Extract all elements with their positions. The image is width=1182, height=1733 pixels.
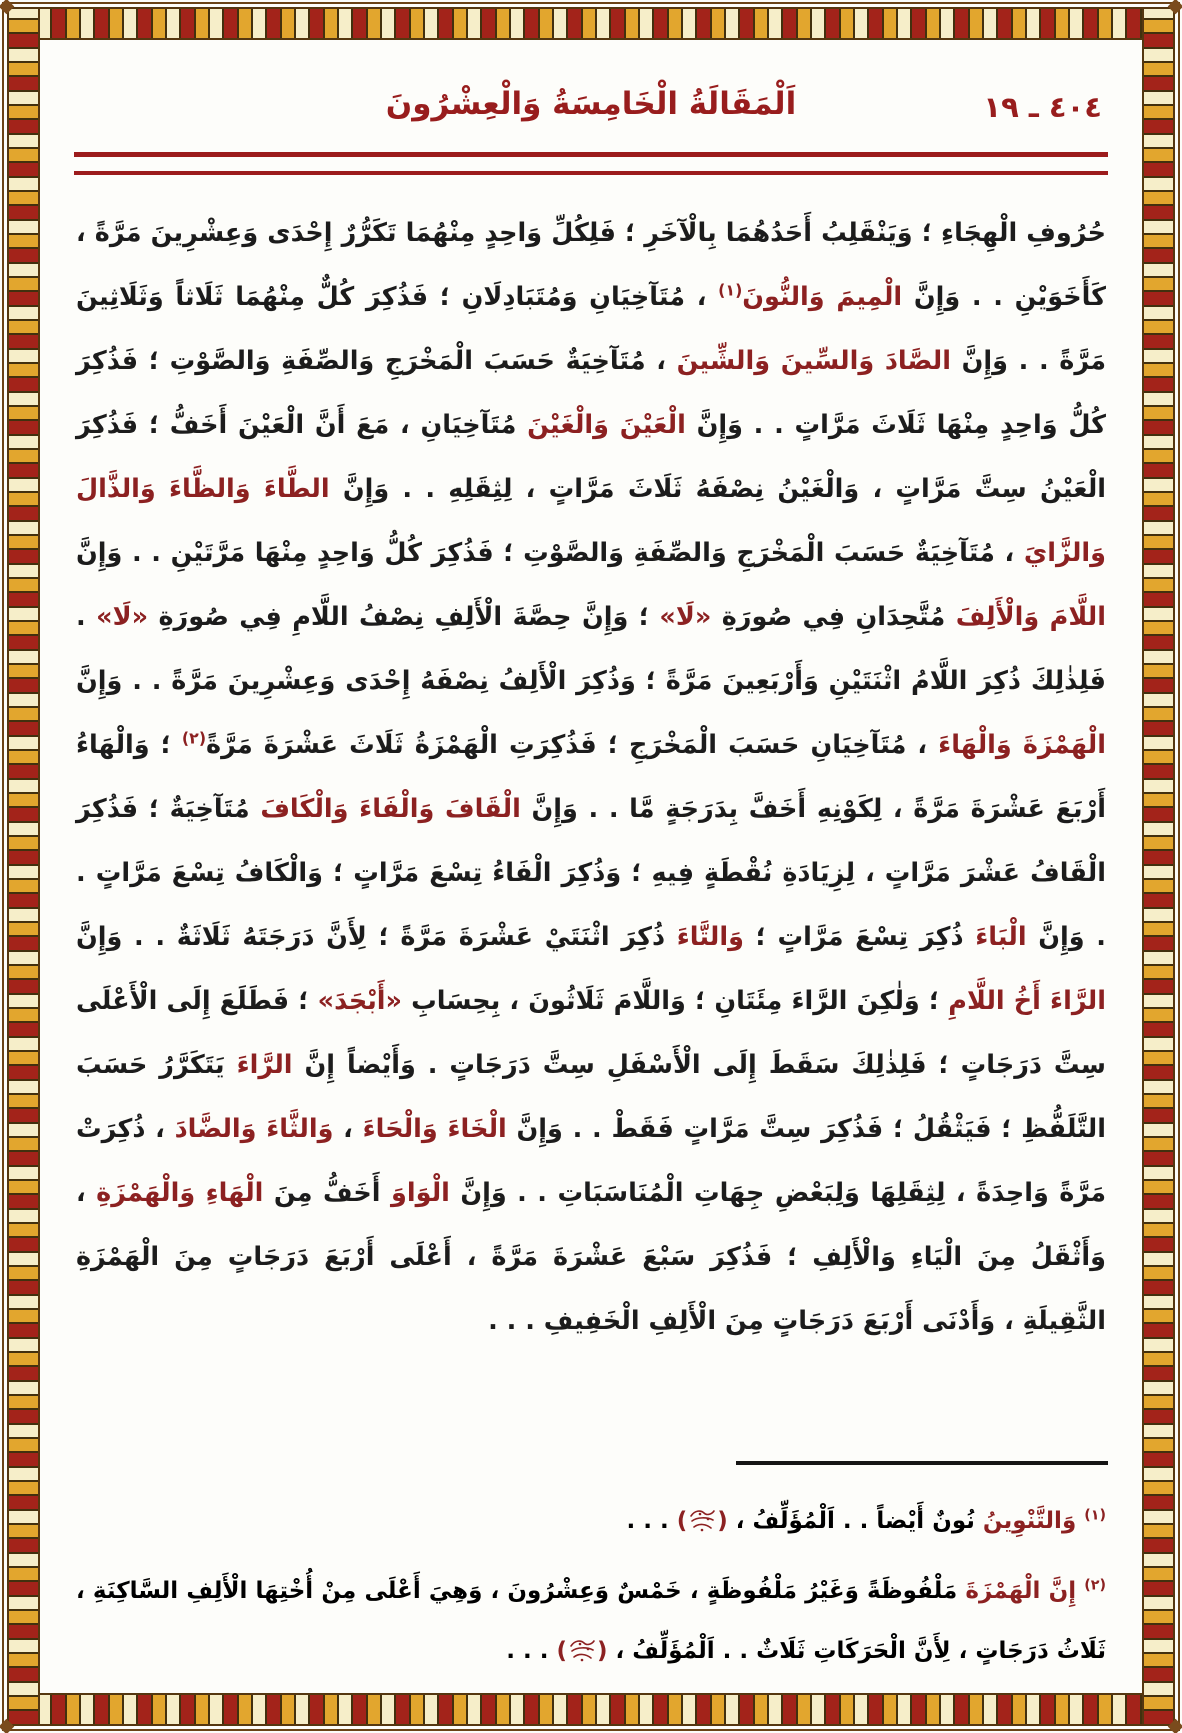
highlighted-term: الْبَاءَ bbox=[975, 922, 1027, 952]
text-segment: مُتَآخِيَانِ ، مَعَ أَنَّ الْعَيْنَ أَخَفُّ ؛ فَذُكِرَ الْعَيْنُ سِتَّ مَرَّاتٍ ، وَالْغَيْنُ نِصْفَهُ ثَلَاثَ مَرَّاتٍ ، لِثِقَلِهِ . . وَإِنَّ bbox=[76, 410, 1107, 504]
text-segment: . فَلِذٰلِكَ ذُكِرَ اللَّامُ اثْنَتَيْنِ وَأَرْبَعِينَ مَرَّةً ؛ وَذُكِرَ الْأَلِفُ نِصْفَهُ إِحْدَى وَعِشْرِينَ مَرَّةً . . وَإِنَّ bbox=[76, 602, 1106, 696]
footnote-1 bbox=[76, 1491, 1106, 1551]
highlighted-term: الْهَاءِ وَالْهَمْزَةِ bbox=[96, 1178, 264, 1208]
text-segment: ؛ فَطَلَعَ إِلَى الْأَعْلَى سِتَّ دَرَجَاتٍ ؛ فَلِذٰلِكَ سَقَطَ إِلَى الْأَسْفَلِ سِتَّ دَرَجَاتٍ . وَأَيْضاً إِنَّ bbox=[76, 986, 1107, 1080]
page-content bbox=[74, 58, 1108, 1687]
highlighted-term: الْهَمْزَةَ وَالْهَاءَ bbox=[938, 730, 1106, 760]
text-segment: ؛ وَلٰكِنَ الرَّاءَ مِئَتَانِ ؛ وَاللَّامَ ثَلَاثُونَ ، بِحِسَابِ bbox=[402, 986, 949, 1016]
text-segment: . . . bbox=[626, 1508, 677, 1534]
highlighted-term: الرَّاءَ bbox=[236, 1050, 293, 1080]
text-segment: ، مُتَآخِيَانِ وَمُتَبَادِلَانِ ؛ فَذُكِرَ كُلٌّ مِنْهُمَا ثَلَاثاً وَثَلَاثِينَ مَرَّةً . . وَإِنَّ bbox=[76, 282, 1106, 376]
text-segment: ؛ وَالْهَاءُ أَرْبَعَ عَشْرَةَ مَرَّةً ، لِكَوْنِهِ أَخَفَّ بِدَرَجَةٍ مَّا . . وَإِنَّ bbox=[76, 730, 1106, 824]
text-segment: مُتَّحِدَانِ فِي صُورَةِ bbox=[711, 602, 956, 632]
text-segment: ، ذُكِرَتْ مَرَّةً وَاحِدَةً ، لِثِقَلِهَا وَلِبَعْضِ جِهَاتِ الْمُنَاسَبَاتِ . . وَإِنَّ bbox=[76, 1114, 1106, 1208]
text-segment: حُرُوفِ الْهِجَاءِ ؛ وَيَنْقَلِبُ أَحَدُهُمَا بِالْآخَرِ ؛ فَلِكُلِّ وَاحِدٍ مِنْهُمَا تَكَرُّرٌ إِحْدَى وَعِشْرِينَ مَرَّةً ، كَأَخَوَيْنِ . . وَإِنَّ bbox=[76, 218, 1106, 312]
highlighted-term: وَالتَّاءَ bbox=[676, 922, 744, 952]
main-text-paragraph bbox=[76, 201, 1106, 1353]
highlighted-term: الْخَاءَ وَالْحَاءَ bbox=[362, 1114, 507, 1144]
ornamental-border-left bbox=[7, 7, 40, 1726]
ornamental-border-bottom bbox=[7, 1693, 1175, 1726]
text-segment: ؛ وَإِنَّ حِصَّةَ الْأَلِفِ نِصْفُ اللَّامِ فِي صُورَةِ bbox=[148, 602, 660, 632]
footnotes-section bbox=[74, 1461, 1108, 1691]
text-segment: ، bbox=[333, 1114, 363, 1144]
highlighted-term: اللَّامَ وَالْأَلِفَ bbox=[955, 602, 1106, 632]
highlighted-term: (١) bbox=[1084, 1507, 1106, 1524]
highlighted-term: الطَّاءَ وَالظَّاءَ وَالذَّالَ وَالزَّايَ bbox=[76, 474, 1106, 568]
text-segment: ، وَأَثْقَلُ مِنَ الْيَاءِ وَالْأَلِفِ ؛ فَذُكِرَ سَبْعَ عَشْرَةَ مَرَّةً ، أَعْلَى أَرْبَعَ دَرَجَاتٍ مِنَ الْهَمْزَةِ الثَّقِيلَةِ ، وَأَدْنَى أَرْبَعَ دَرَجَاتٍ مِنَ الْأَلِفِ الْخَفِيفِ . . . bbox=[76, 1178, 1106, 1336]
text-segment: ، مُتَآخِيَةٌ حَسَبَ الْمَخْرَجِ وَالصِّفَةِ وَالصَّوْتِ ؛ فَذُكِرَ كُلُّ وَاحِدٍ مِنْهَا ثَلَاثَ مَرَّاتٍ . . وَإِنَّ bbox=[76, 346, 1106, 440]
highlighted-term: (١) bbox=[718, 280, 743, 300]
highlighted-term: «أَبْجَدَ» bbox=[317, 986, 403, 1016]
highlighted-term: «لَا» bbox=[659, 602, 712, 632]
highlighted-term: الْقَافَ وَالْفَاءَ وَالْكَافَ bbox=[260, 794, 521, 824]
text-segment: مَلْفُوظَةً وَغَيْرُ مَلْفُوظَةٍ ، خَمْسٌ وَعِشْرُونَ ، وَهِيَ أَعْلَى مِنْ أُخْتِهَا الْأَلِفِ السَّاكِنَةِ ، ثَلَاثُ دَرَجَاتٍ ، لِأَنَّ الْحَرَكَاتِ ثَلَاثٌ . . اَلْمُؤَلِّفُ ، bbox=[76, 1578, 1106, 1664]
text-segment: ذُكِرَ تِسْعَ مَرَّاتٍ ؛ bbox=[743, 922, 976, 952]
header-divider-rule bbox=[74, 152, 1108, 175]
highlighted-term: وَالتَّنْوِينُ bbox=[982, 1508, 1077, 1534]
highlighted-term: (٢) bbox=[1084, 1577, 1106, 1594]
highlighted-term: «لَا» bbox=[96, 602, 149, 632]
highlighted-term: الْوَاوَ bbox=[390, 1178, 450, 1208]
ornamental-border-right bbox=[1142, 7, 1175, 1726]
highlighted-term: (٢) bbox=[181, 728, 207, 748]
footnote-2 bbox=[76, 1561, 1106, 1681]
highlighted-term: وَالثَّاءَ وَالضَّادَ bbox=[174, 1114, 334, 1144]
chapter-title: اَلْمَقَالَةُ الْخَامِسَةُ وَالْعِشْرُونَ bbox=[385, 86, 797, 122]
highlighted-term: الْمِيمَ وَالنُّونَ bbox=[742, 282, 903, 312]
highlighted-term: الصَّادَ وَالسِّينَ وَالشِّينَ bbox=[676, 346, 951, 376]
ornamental-border-top bbox=[7, 7, 1175, 40]
page-number: ٤٠٤ ـ ١٩ bbox=[983, 90, 1102, 124]
text-segment: ، مُتَآخِيَانِ حَسَبَ الْمَخْرَجِ ؛ فَذُكِرَتِ الْهَمْزَةُ ثَلَاثَ عَشْرَةَ مَرَّةً bbox=[206, 730, 939, 760]
highlighted-term: الْعَيْنَ وَالْغَيْنَ bbox=[527, 410, 686, 440]
text-segment: يَتَكَرَّرُ حَسَبَ التَّلَفُّظِ ؛ فَيَثْقُلُ ؛ فَذُكِرَ سِتَّ مَرَّاتٍ فَقَطْ . . وَإِنَّ bbox=[76, 1050, 1106, 1144]
text-segment: مُتَآخِيَةٌ ؛ فَذُكِرَ الْقَافُ عَشْرَ مَرَّاتٍ ، لِزِيَادَةِ نُقْطَةٍ فِيهِ ؛ وَذُكِرَ الْفَاءُ تِسْعَ مَرَّاتٍ ؛ وَالْكَافُ تِسْعَ مَرَّاتٍ . . وَإِنَّ bbox=[76, 794, 1106, 952]
author-seal-icon: (​​) bbox=[676, 1508, 728, 1534]
footnote-divider-rule bbox=[736, 1461, 1108, 1465]
text-segment: نُونٌ أَيْضاً . . اَلْمُؤَلِّفُ ، bbox=[727, 1508, 983, 1534]
highlighted-term: إِنَّ الْهَمْزَةَ bbox=[965, 1578, 1077, 1604]
page-header bbox=[74, 84, 1108, 146]
text-segment: ذُكِرَ اثْنَتَيْ عَشْرَةَ مَرَّةً ؛ لِأَنَّ دَرَجَتَهُ ثَلَاثَةٌ . . وَإِنَّ bbox=[76, 922, 677, 952]
text-segment: أَخَفُّ مِنَ bbox=[263, 1178, 391, 1208]
text-segment: ، مُتَآخِيَةٌ حَسَبَ الْمَخْرَجِ وَالصِّفَةِ وَالصَّوْتِ ؛ فَذُكِرَ كُلُّ وَاحِدٍ مِنْهَا مَرَّتَيْنِ . . وَإِنَّ bbox=[76, 538, 1024, 568]
author-seal-icon: (​​) bbox=[556, 1638, 608, 1664]
text-segment: . . . bbox=[506, 1638, 557, 1664]
highlighted-term: الرَّاءَ أَخُ اللَّامِ bbox=[948, 986, 1107, 1016]
